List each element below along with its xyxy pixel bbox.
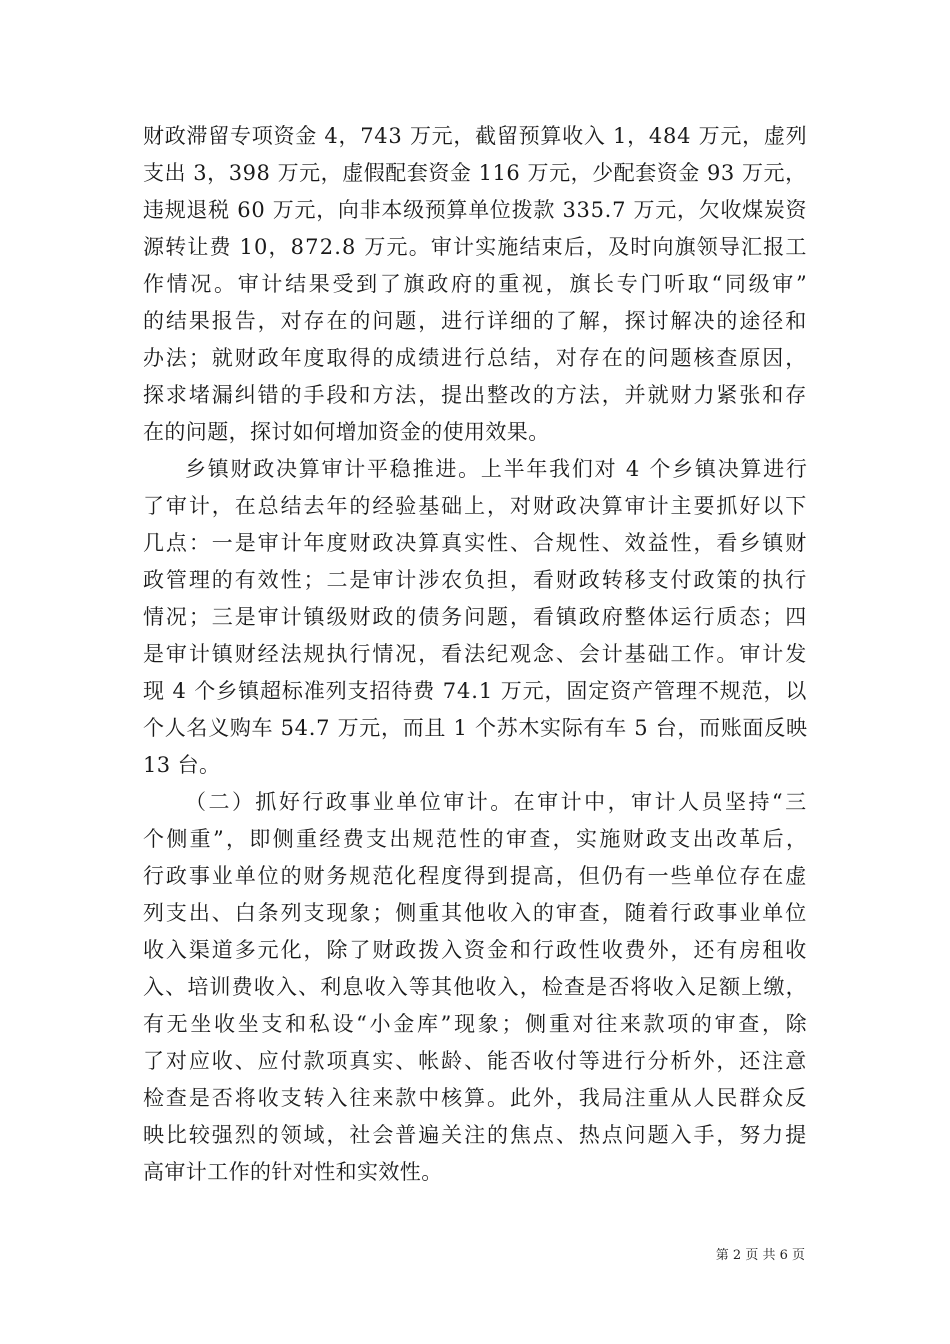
text-line: 入、培训费收入、利息收入等其他收入，检查是否将收入足额上缴， bbox=[143, 975, 808, 999]
text-line: 支出 3，398 万元，虚假配套资金 116 万元，少配套资金 93 万元， bbox=[143, 161, 807, 185]
text-line: 个侧重”，即侧重经费支出规范性的审查，实施财政支出改革后， bbox=[143, 827, 810, 851]
text-line: 映比较强烈的领域，社会普遍关注的焦点、热点问题入手，努力提 bbox=[143, 1123, 809, 1147]
text-line: 13 台。 bbox=[143, 753, 221, 777]
text-line: 情况；三是审计镇级财政的债务问题，看镇政府整体运行质态；四 bbox=[143, 605, 809, 629]
text-line: 了审计，在总结去年的经验基础上，对财政决算审计主要抓好以下 bbox=[143, 494, 809, 518]
text-line: 在的问题，探讨如何增加资金的使用效果。 bbox=[143, 420, 550, 444]
text-line: （二）抓好行政事业单位审计。在审计中，审计人员坚持“三 bbox=[185, 790, 809, 814]
text-line: 乡镇财政决算审计平稳推进。上半年我们对 4 个乡镇决算进行 bbox=[185, 457, 809, 481]
text-line: 违规退税 60 万元，向非本级预算单位拨款 335.7 万元，欠收煤炭资 bbox=[143, 198, 808, 222]
text-line: 作情况。审计结果受到了旗政府的重视，旗长专门听取“同级审” bbox=[143, 272, 810, 296]
text-line: 的结果报告，对存在的问题，进行详细的了解，探讨解决的途径和 bbox=[143, 309, 809, 333]
text-line: 是审计镇财经法规执行情况，看法纪观念、会计基础工作。审计发 bbox=[143, 642, 809, 666]
text-line: 个人名义购车 54.7 万元，而且 1 个苏木实际有车 5 台，而账面反映 bbox=[143, 716, 808, 740]
text-line: 办法；就财政年度取得的成绩进行总结，对存在的问题核查原因， bbox=[143, 346, 809, 370]
text-line: 了对应收、应付款项真实、帐龄、能否收付等进行分析外，还注意 bbox=[143, 1049, 809, 1073]
text-line: 检查是否将收支转入往来款中核算。此外，我局注重从人民群众反 bbox=[143, 1086, 809, 1110]
text-line: 源转让费 10，872.8 万元。审计实施结束后，及时向旗领导汇报工 bbox=[143, 235, 808, 259]
text-line: 有无坐收坐支和私设“小金库”现象；侧重对往来款项的审查，除 bbox=[143, 1012, 810, 1036]
text-line: 现 4 个乡镇超标准列支招待费 74.1 万元，固定资产管理不规范，以 bbox=[143, 679, 808, 703]
page-number-footer: 第 2 页 共 6 页 bbox=[715, 1248, 805, 1263]
text-line: 高审计工作的针对性和实效性。 bbox=[143, 1160, 443, 1184]
text-line: 收入渠道多元化，除了财政拨入资金和行政性收费外，还有房租收 bbox=[143, 938, 809, 962]
text-line: 行政事业单位的财务规范化程度得到提高，但仍有一些单位存在虚 bbox=[143, 864, 809, 888]
text-line: 探求堵漏纠错的手段和方法，提出整改的方法，并就财力紧张和存 bbox=[143, 383, 809, 407]
text-line: 财政滞留专项资金 4，743 万元，截留预算收入 1，484 万元，虚列 bbox=[143, 124, 808, 148]
text-line: 列支出、白条列支现象；侧重其他收入的审查，随着行政事业单位 bbox=[143, 901, 809, 925]
text-line: 几点：一是审计年度财政决算真实性、合规性、效益性，看乡镇财 bbox=[143, 531, 809, 555]
text-line: 政管理的有效性；二是审计涉农负担，看财政转移支付政策的执行 bbox=[143, 568, 809, 592]
